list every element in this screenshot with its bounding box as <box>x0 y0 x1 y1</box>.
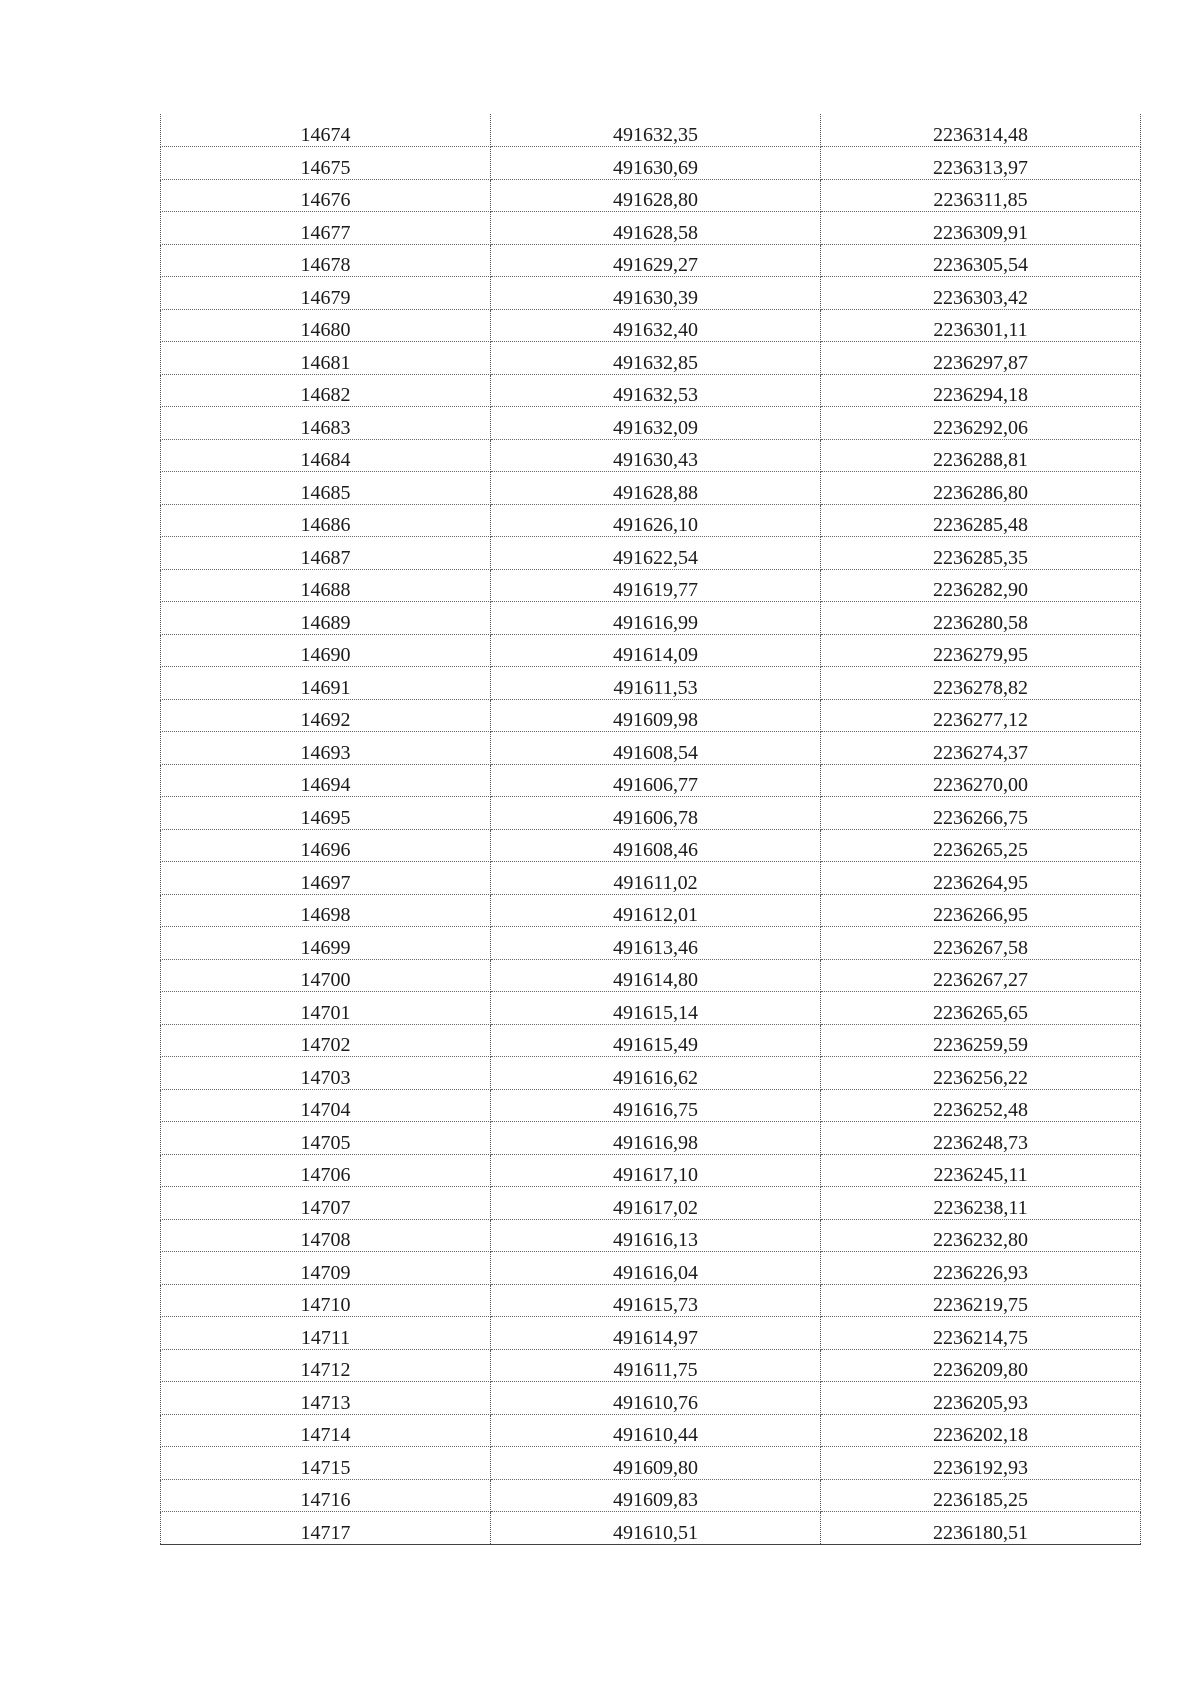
y-coordinate-cell: 2236303,42 <box>821 277 1141 310</box>
x-coordinate-cell: 491632,09 <box>491 407 821 440</box>
table-row <box>161 342 1141 375</box>
y-coordinate-cell: 2236205,93 <box>821 1382 1141 1415</box>
x-coordinate-cell: 491630,43 <box>491 439 821 472</box>
point-number-cell: 14681 <box>161 342 491 375</box>
table-row <box>161 1349 1141 1382</box>
y-coordinate-cell: 2236285,48 <box>821 504 1141 537</box>
table-row <box>161 797 1141 830</box>
x-coordinate-cell: 491619,77 <box>491 569 821 602</box>
table-row <box>161 634 1141 667</box>
point-number-cell: 14702 <box>161 1024 491 1057</box>
y-coordinate-cell: 2236245,11 <box>821 1154 1141 1187</box>
x-coordinate-cell: 491609,80 <box>491 1447 821 1480</box>
table-row <box>161 439 1141 472</box>
point-number-cell: 14717 <box>161 1512 491 1545</box>
x-coordinate-cell: 491614,09 <box>491 634 821 667</box>
coordinate-table-body <box>161 114 1141 1544</box>
y-coordinate-cell: 2236297,87 <box>821 342 1141 375</box>
table-row <box>161 894 1141 927</box>
y-coordinate-cell: 2236280,58 <box>821 602 1141 635</box>
table-row <box>161 147 1141 180</box>
point-number-cell: 14703 <box>161 1057 491 1090</box>
x-coordinate-cell: 491632,40 <box>491 309 821 342</box>
y-coordinate-cell: 2236252,48 <box>821 1089 1141 1122</box>
table-row <box>161 114 1141 147</box>
y-coordinate-cell: 2236226,93 <box>821 1252 1141 1285</box>
point-number-cell: 14711 <box>161 1317 491 1350</box>
y-coordinate-cell: 2236259,59 <box>821 1024 1141 1057</box>
y-coordinate-cell: 2236265,25 <box>821 829 1141 862</box>
x-coordinate-cell: 491632,85 <box>491 342 821 375</box>
table-row <box>161 1479 1141 1512</box>
y-coordinate-cell: 2236277,12 <box>821 699 1141 732</box>
y-coordinate-cell: 2236311,85 <box>821 179 1141 212</box>
x-coordinate-cell: 491632,35 <box>491 114 821 147</box>
point-number-cell: 14696 <box>161 829 491 862</box>
x-coordinate-cell: 491628,88 <box>491 472 821 505</box>
x-coordinate-cell: 491610,51 <box>491 1512 821 1545</box>
y-coordinate-cell: 2236305,54 <box>821 244 1141 277</box>
table-row <box>161 699 1141 732</box>
y-coordinate-cell: 2236185,25 <box>821 1479 1141 1512</box>
x-coordinate-cell: 491614,80 <box>491 959 821 992</box>
x-coordinate-cell: 491609,83 <box>491 1479 821 1512</box>
table-row <box>161 1089 1141 1122</box>
x-coordinate-cell: 491616,04 <box>491 1252 821 1285</box>
x-coordinate-cell: 491608,54 <box>491 732 821 765</box>
x-coordinate-cell: 491611,75 <box>491 1349 821 1382</box>
table-row <box>161 959 1141 992</box>
y-coordinate-cell: 2236192,93 <box>821 1447 1141 1480</box>
y-coordinate-cell: 2236278,82 <box>821 667 1141 700</box>
table-row <box>161 309 1141 342</box>
y-coordinate-cell: 2236313,97 <box>821 147 1141 180</box>
coordinate-table <box>160 114 1141 1545</box>
point-number-cell: 14695 <box>161 797 491 830</box>
table-row <box>161 374 1141 407</box>
x-coordinate-cell: 491606,77 <box>491 764 821 797</box>
point-number-cell: 14712 <box>161 1349 491 1382</box>
point-number-cell: 14674 <box>161 114 491 147</box>
x-coordinate-cell: 491626,10 <box>491 504 821 537</box>
table-row <box>161 472 1141 505</box>
point-number-cell: 14677 <box>161 212 491 245</box>
x-coordinate-cell: 491628,58 <box>491 212 821 245</box>
x-coordinate-cell: 491613,46 <box>491 927 821 960</box>
table-row <box>161 1122 1141 1155</box>
point-number-cell: 14686 <box>161 504 491 537</box>
table-row <box>161 1447 1141 1480</box>
table-row <box>161 1219 1141 1252</box>
x-coordinate-cell: 491611,53 <box>491 667 821 700</box>
y-coordinate-cell: 2236270,00 <box>821 764 1141 797</box>
x-coordinate-cell: 491611,02 <box>491 862 821 895</box>
y-coordinate-cell: 2236267,27 <box>821 959 1141 992</box>
point-number-cell: 14675 <box>161 147 491 180</box>
y-coordinate-cell: 2236214,75 <box>821 1317 1141 1350</box>
point-number-cell: 14685 <box>161 472 491 505</box>
y-coordinate-cell: 2236279,95 <box>821 634 1141 667</box>
x-coordinate-cell: 491629,27 <box>491 244 821 277</box>
point-number-cell: 14684 <box>161 439 491 472</box>
y-coordinate-cell: 2236219,75 <box>821 1284 1141 1317</box>
table-row <box>161 407 1141 440</box>
table-row <box>161 862 1141 895</box>
point-number-cell: 14693 <box>161 732 491 765</box>
point-number-cell: 14678 <box>161 244 491 277</box>
x-coordinate-cell: 491606,78 <box>491 797 821 830</box>
y-coordinate-cell: 2236314,48 <box>821 114 1141 147</box>
y-coordinate-cell: 2236267,58 <box>821 927 1141 960</box>
y-coordinate-cell: 2236288,81 <box>821 439 1141 472</box>
x-coordinate-cell: 491615,49 <box>491 1024 821 1057</box>
table-row <box>161 1382 1141 1415</box>
table-row <box>161 829 1141 862</box>
y-coordinate-cell: 2236274,37 <box>821 732 1141 765</box>
table-row <box>161 602 1141 635</box>
y-coordinate-cell: 2236264,95 <box>821 862 1141 895</box>
x-coordinate-cell: 491610,76 <box>491 1382 821 1415</box>
point-number-cell: 14687 <box>161 537 491 570</box>
point-number-cell: 14698 <box>161 894 491 927</box>
y-coordinate-cell: 2236301,11 <box>821 309 1141 342</box>
point-number-cell: 14708 <box>161 1219 491 1252</box>
x-coordinate-cell: 491616,75 <box>491 1089 821 1122</box>
point-number-cell: 14713 <box>161 1382 491 1415</box>
table-row <box>161 569 1141 602</box>
y-coordinate-cell: 2236265,65 <box>821 992 1141 1025</box>
point-number-cell: 14682 <box>161 374 491 407</box>
point-number-cell: 14690 <box>161 634 491 667</box>
table-row <box>161 1284 1141 1317</box>
point-number-cell: 14694 <box>161 764 491 797</box>
table-row <box>161 1512 1141 1545</box>
x-coordinate-cell: 491632,53 <box>491 374 821 407</box>
y-coordinate-cell: 2236202,18 <box>821 1414 1141 1447</box>
point-number-cell: 14715 <box>161 1447 491 1480</box>
table-row <box>161 537 1141 570</box>
point-number-cell: 14700 <box>161 959 491 992</box>
table-row <box>161 1187 1141 1220</box>
point-number-cell: 14705 <box>161 1122 491 1155</box>
y-coordinate-cell: 2236209,80 <box>821 1349 1141 1382</box>
x-coordinate-cell: 491615,14 <box>491 992 821 1025</box>
x-coordinate-cell: 491628,80 <box>491 179 821 212</box>
point-number-cell: 14710 <box>161 1284 491 1317</box>
point-number-cell: 14697 <box>161 862 491 895</box>
table-row <box>161 1024 1141 1057</box>
x-coordinate-cell: 491617,10 <box>491 1154 821 1187</box>
point-number-cell: 14701 <box>161 992 491 1025</box>
x-coordinate-cell: 491617,02 <box>491 1187 821 1220</box>
x-coordinate-cell: 491615,73 <box>491 1284 821 1317</box>
table-row <box>161 1154 1141 1187</box>
table-row <box>161 244 1141 277</box>
table-row <box>161 1414 1141 1447</box>
y-coordinate-cell: 2236238,11 <box>821 1187 1141 1220</box>
x-coordinate-cell: 491616,98 <box>491 1122 821 1155</box>
point-number-cell: 14679 <box>161 277 491 310</box>
table-row <box>161 764 1141 797</box>
table-row <box>161 667 1141 700</box>
point-number-cell: 14689 <box>161 602 491 635</box>
x-coordinate-cell: 491616,99 <box>491 602 821 635</box>
y-coordinate-cell: 2236266,75 <box>821 797 1141 830</box>
point-number-cell: 14688 <box>161 569 491 602</box>
y-coordinate-cell: 2236292,06 <box>821 407 1141 440</box>
y-coordinate-cell: 2236256,22 <box>821 1057 1141 1090</box>
table-row <box>161 1317 1141 1350</box>
x-coordinate-cell: 491630,69 <box>491 147 821 180</box>
point-number-cell: 14709 <box>161 1252 491 1285</box>
point-number-cell: 14707 <box>161 1187 491 1220</box>
point-number-cell: 14704 <box>161 1089 491 1122</box>
x-coordinate-cell: 491616,62 <box>491 1057 821 1090</box>
x-coordinate-cell: 491610,44 <box>491 1414 821 1447</box>
table-row <box>161 1252 1141 1285</box>
point-number-cell: 14714 <box>161 1414 491 1447</box>
point-number-cell: 14716 <box>161 1479 491 1512</box>
x-coordinate-cell: 491630,39 <box>491 277 821 310</box>
point-number-cell: 14699 <box>161 927 491 960</box>
y-coordinate-cell: 2236282,90 <box>821 569 1141 602</box>
point-number-cell: 14706 <box>161 1154 491 1187</box>
x-coordinate-cell: 491609,98 <box>491 699 821 732</box>
point-number-cell: 14692 <box>161 699 491 732</box>
table-row <box>161 927 1141 960</box>
point-number-cell: 14683 <box>161 407 491 440</box>
table-row <box>161 212 1141 245</box>
x-coordinate-cell: 491614,97 <box>491 1317 821 1350</box>
point-number-cell: 14680 <box>161 309 491 342</box>
y-coordinate-cell: 2236309,91 <box>821 212 1141 245</box>
point-number-cell: 14691 <box>161 667 491 700</box>
table-row <box>161 1057 1141 1090</box>
table-row <box>161 277 1141 310</box>
x-coordinate-cell: 491608,46 <box>491 829 821 862</box>
y-coordinate-cell: 2236286,80 <box>821 472 1141 505</box>
y-coordinate-cell: 2236180,51 <box>821 1512 1141 1545</box>
table-row <box>161 732 1141 765</box>
table-row <box>161 504 1141 537</box>
y-coordinate-cell: 2236266,95 <box>821 894 1141 927</box>
point-number-cell: 14676 <box>161 179 491 212</box>
y-coordinate-cell: 2236232,80 <box>821 1219 1141 1252</box>
x-coordinate-cell: 491622,54 <box>491 537 821 570</box>
x-coordinate-cell: 491612,01 <box>491 894 821 927</box>
y-coordinate-cell: 2236294,18 <box>821 374 1141 407</box>
table-row <box>161 992 1141 1025</box>
table-row <box>161 179 1141 212</box>
y-coordinate-cell: 2236285,35 <box>821 537 1141 570</box>
y-coordinate-cell: 2236248,73 <box>821 1122 1141 1155</box>
x-coordinate-cell: 491616,13 <box>491 1219 821 1252</box>
